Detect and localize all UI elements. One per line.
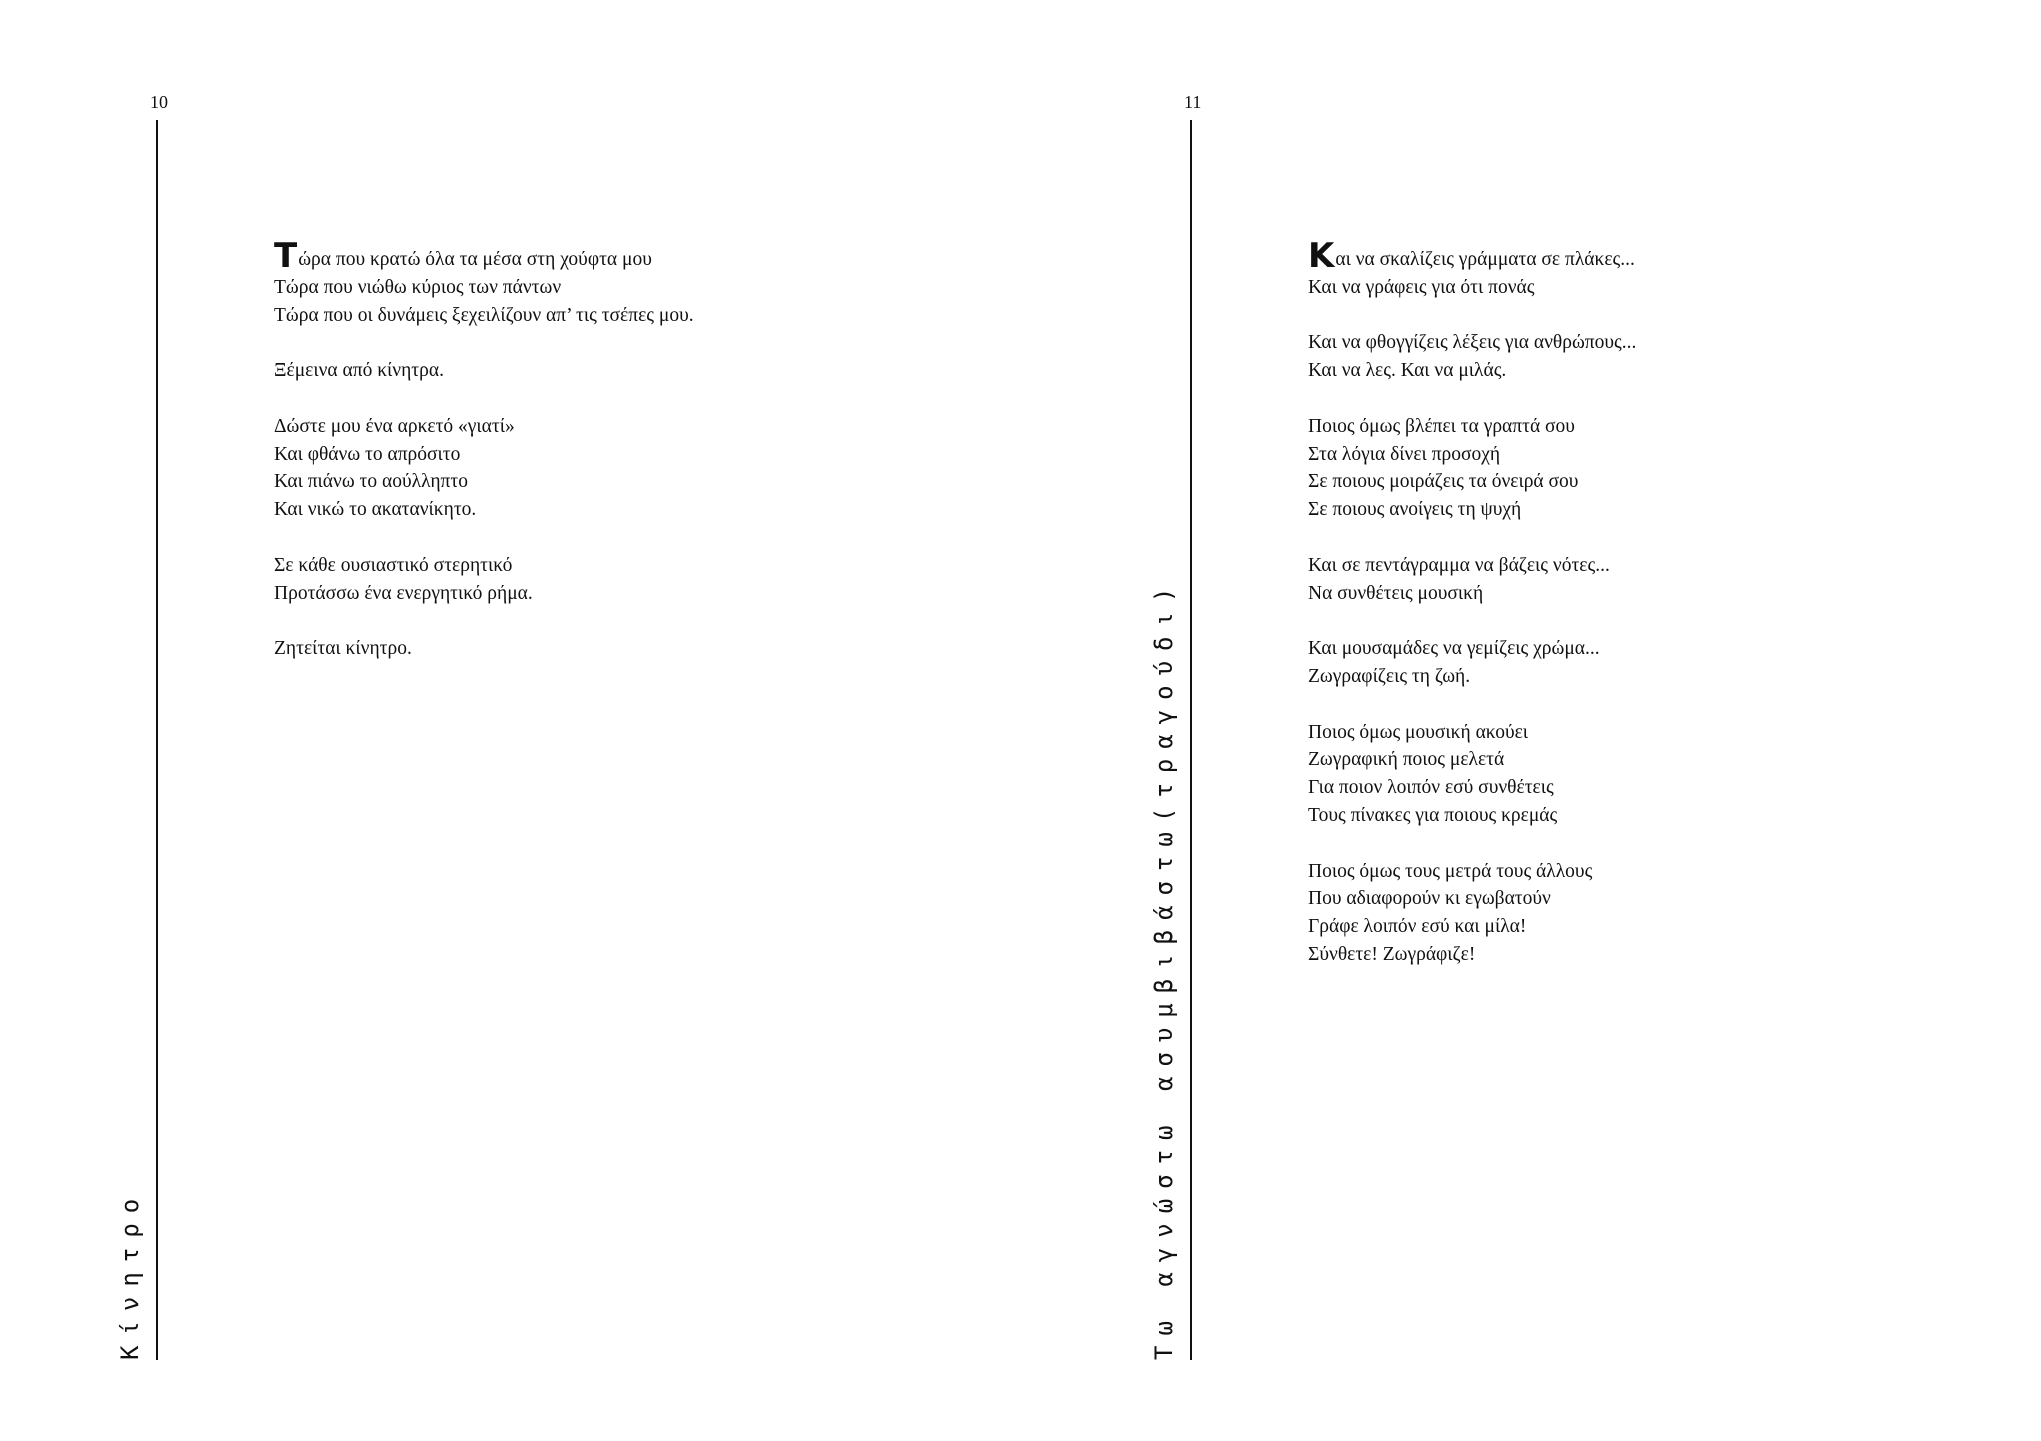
poem-line: Που αδιαφορούν κι εγωβατούν (1308, 888, 1551, 910)
poem-line: Τώρα που κρατώ όλα τα μέσα στη χούφτα μου (274, 236, 652, 276)
drop-cap: Κ (1308, 236, 1335, 276)
poem-line: Στα λόγια δίνει προσοχή (1308, 443, 1501, 465)
poem-line: Και σε πεντάγραμμα να βάζεις νότες... (1308, 554, 1610, 576)
poem-line: Να συνθέτεις μουσική (1308, 582, 1484, 604)
poem-line: Σε ποιους μοιράζεις τα όνειρά σου (1308, 471, 1579, 493)
poem-line: Και να φθογγίζεις λέξεις για ανθρώπους... (1308, 332, 1637, 354)
stanza (274, 413, 694, 524)
poem-line: Και πιάνω το αούλληπτο (274, 471, 468, 493)
stanza (274, 635, 694, 663)
side-title-text: Τω αγνώστω ασυμβιβάστω(τραγούδι) (1150, 577, 1178, 1360)
stanza (1308, 413, 1636, 524)
poem-line: Ζωγραφίζεις τη ζωή. (1308, 665, 1471, 687)
poem-line: Σε κάθε ουσιαστικό στερητικό (274, 554, 513, 576)
left-page (0, 0, 1020, 1441)
poem-line: Ζητείται κίνητρο. (274, 638, 412, 660)
stanza (1308, 552, 1636, 608)
poem-line: Και να λες. Και να μιλάς. (1308, 360, 1507, 382)
poem (274, 236, 694, 691)
stanza (1308, 635, 1636, 691)
poem-line: Και φθάνω το απρόσιτο (274, 443, 461, 465)
vertical-rule (1190, 120, 1192, 1360)
poem-line: Για ποιον λοιπόν εσύ συνθέτεις (1308, 777, 1554, 799)
right-page (1020, 0, 2041, 1441)
poem-line: Σύνθετε! Ζωγράφιζε! (1308, 943, 1476, 965)
side-title (1152, 360, 1182, 1360)
stanza (274, 236, 694, 329)
poem-line: Τώρα που οι δυνάμεις ξεχειλίζουν απ’ τις τσέπες μου. (274, 304, 694, 326)
stanza (1308, 329, 1636, 385)
poem-line: Ξέμεινα από κίνητρα. (274, 360, 444, 382)
poem-line: Και να γράφεις για ότι πονάς (1308, 276, 1535, 298)
poem-line: Ποιος όμως τους μετρά τους άλλους (1308, 860, 1593, 882)
stanza (1308, 236, 1636, 302)
poem-line: Ποιος όμως μουσική ακούει (1308, 721, 1529, 743)
poem (1308, 236, 1637, 997)
poem-line: Σε ποιους ανοίγεις τη ψυχή (1308, 499, 1522, 521)
poem-line: Δώστε μου ένα αρκετό «γιατί» (274, 415, 515, 437)
side-title-text: Κίνητρο (116, 1188, 144, 1360)
poem-line: Τώρα που νιώθω κύριος των πάντων (274, 276, 562, 298)
page-number: 10 (150, 92, 168, 112)
stanza (274, 357, 694, 385)
poem-line: Τους πίνακες για ποιους κρεμάς (1308, 804, 1558, 826)
poem-line: Ζωγραφική ποιος μελετά (1308, 749, 1505, 771)
stanza (274, 552, 694, 608)
page-number: 11 (1184, 92, 1202, 112)
poem-line: Γράφε λοιπόν εσύ και μίλα! (1308, 916, 1527, 938)
vertical-rule (156, 120, 158, 1360)
drop-cap: Τ (274, 236, 298, 276)
poem-line: Και νικώ το ακατανίκητο. (274, 499, 477, 521)
stanza (1308, 858, 1636, 969)
poem-line: Προτάσσω ένα ενεργητικό ρήμα. (274, 582, 533, 604)
poem-line: Ποιος όμως βλέπει τα γραπτά σου (1308, 415, 1575, 437)
poem-line: Και να σκαλίζεις γράμματα σε πλάκες... (1308, 236, 1635, 276)
poem-line: Και μουσαμάδες να γεμίζεις χρώμα... (1308, 638, 1600, 660)
side-title (118, 360, 148, 1360)
stanza (1308, 719, 1636, 830)
